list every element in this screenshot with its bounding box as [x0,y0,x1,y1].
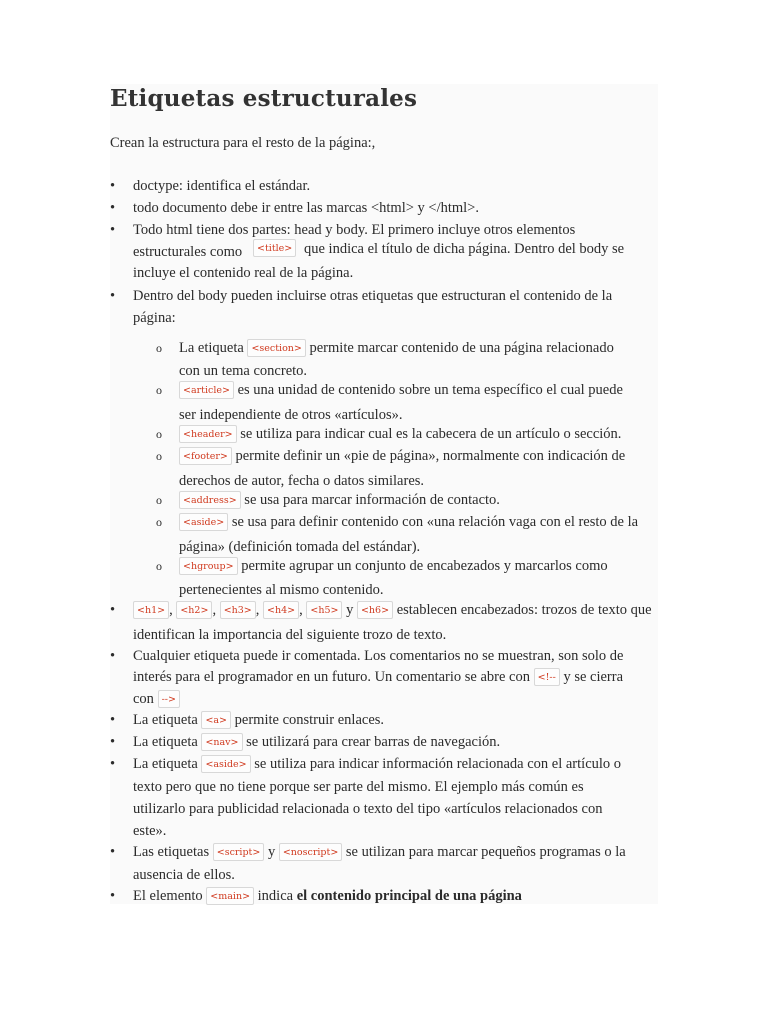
aside-tag-text: utilizarlo para publicidad relacionada o texto del tipo «artículos relacionados con [133,801,603,817]
code-tag-article: <article> [179,381,234,399]
list-item-section: La etiqueta <section> permite marcar contenido de una página relacionado [179,340,614,356]
html-parts-text: que indica el título de dicha página. Dentro del body se [304,241,625,257]
code-tag-h4: <h4> [263,601,299,619]
bullet-marker: • [110,734,116,750]
list-item-html-parts: Todo html tiene dos partes: head y body. El primero incluye otros elementos estructurales como [133,222,576,260]
list-item-nav-tag: La etiqueta <nav> se utilizará para crear barras de navegación. [133,734,501,750]
bullet-marker: • [110,602,116,618]
list-item-address: <address> se usa para marcar información de contacto. [179,489,658,511]
list-item-article: <article> es una unidad de contenido sobre un tema específico el cual puede [179,379,658,401]
code-tag-comment-open: <!-- [534,668,560,686]
list-item-aside: <aside> se usa para definir contenido con «una relación vaga con el resto de la [179,511,658,533]
aside-tag-text: este». [133,823,167,839]
list-item-doctype: doctype: identifica el estándar. [133,178,311,194]
list-item-aside-tag: La etiqueta <aside> se utiliza para indicar información relacionada con el artículo o [133,756,622,772]
code-tag-script: <script> [213,843,265,861]
comments-text: interés para el programador en un futuro. Un comentario se abre con <!-- y se cierra [133,669,624,685]
code-tag-hgroup: <hgroup> [179,557,238,575]
bullet-marker: • [110,200,116,216]
code-tag-footer: <footer> [179,447,232,465]
code-tag-section: <section> [247,339,305,357]
html-parts-text: incluye el contenido real de la página. [133,265,354,281]
list-item-header: <header> se utiliza para indicar cual es la cabecera de un artículo o sección. [179,423,658,445]
list-item-script-tags: Las etiquetas <script> y <noscript> se utilizan para marcar pequeños programas o la [133,844,626,860]
article-text: ser independiente de otros «artículos». [179,407,403,423]
sub-bullet-marker: o [156,493,162,507]
list-item-footer: <footer> permite definir un «pie de página», normalmente con indicación de [179,445,658,467]
bullet-marker: • [110,712,116,728]
code-tag-h5: <h5> [306,601,342,619]
bullet-marker: • [110,222,116,238]
list-item-main-tag: El elemento <main> indica el contenido principal de una página [133,888,522,904]
bullet-marker: • [110,288,116,304]
list-item-hgroup: <hgroup> permite agrupar un conjunto de encabezados y marcarlos como [179,555,658,577]
code-tag-noscript: <noscript> [279,843,342,861]
code-tag-address: <address> [179,491,241,509]
footer-text: derechos de autor, fecha o datos similares. [179,473,425,489]
headings-text: identifican la importancia del siguiente trozo de texto. [133,627,447,643]
code-tag-h3: <h3> [220,601,256,619]
code-tag-aside-2: <aside> [201,755,250,773]
bullet-marker: • [110,648,116,664]
code-tag-h2: <h2> [176,601,212,619]
list-item-html-marks: todo documento debe ir entre las marcas <html> y </html>. [133,200,479,216]
sub-bullet-marker: o [156,515,162,529]
aside-text: página» (definición tomada del estándar). [179,539,421,555]
code-tag-aside: <aside> [179,513,228,531]
sub-bullet-marker: o [156,449,162,463]
intro-text: Crean la estructura para el resto de la página:, [110,135,376,151]
sub-bullet-marker: o [156,559,162,573]
code-tag-h6: <h6> [357,601,393,619]
list-item-comments: Cualquier etiqueta puede ir comentada. Los comentarios no se muestran, son solo de [133,648,624,664]
code-tag-main: <main> [206,887,254,905]
code-tag-comment-close: --> [158,690,180,708]
code-tag-h1: <h1> [133,601,169,619]
list-item-headings: <h1> , <h2> , <h3> , <h4> , <h5> y <h6> establecen encabezados: trozos de texto que [133,599,658,621]
page-title: Etiquetas estructurales [110,85,418,112]
code-tag-nav: <nav> [201,733,242,751]
list-item-a-tag: La etiqueta <a> permite construir enlaces. [133,712,385,728]
sub-bullet-marker: o [156,383,162,397]
script-tags-text: ausencia de ellos. [133,867,235,883]
list-item-body-tags: Dentro del body pueden incluirse otras etiquetas que estructuran el contenido de la página: [133,288,613,326]
bullet-marker: • [110,844,116,860]
code-tag-title: <title> [253,237,296,259]
bullet-marker: • [110,178,116,194]
comments-text: con --> [133,688,658,710]
code-tag-a: <a> [201,711,231,729]
hgroup-text: pertenecientes al mismo contenido. [179,582,384,598]
code-tag-header: <header> [179,425,237,443]
sub-bullet-marker: o [156,341,162,355]
sub-bullet-marker: o [156,427,162,441]
bullet-marker: • [110,888,116,904]
aside-tag-text: texto pero que no tiene porque ser parte del mismo. El ejemplo más común es [133,779,584,795]
bullet-marker: • [110,756,116,772]
section-text: con un tema concreto. [179,363,308,379]
